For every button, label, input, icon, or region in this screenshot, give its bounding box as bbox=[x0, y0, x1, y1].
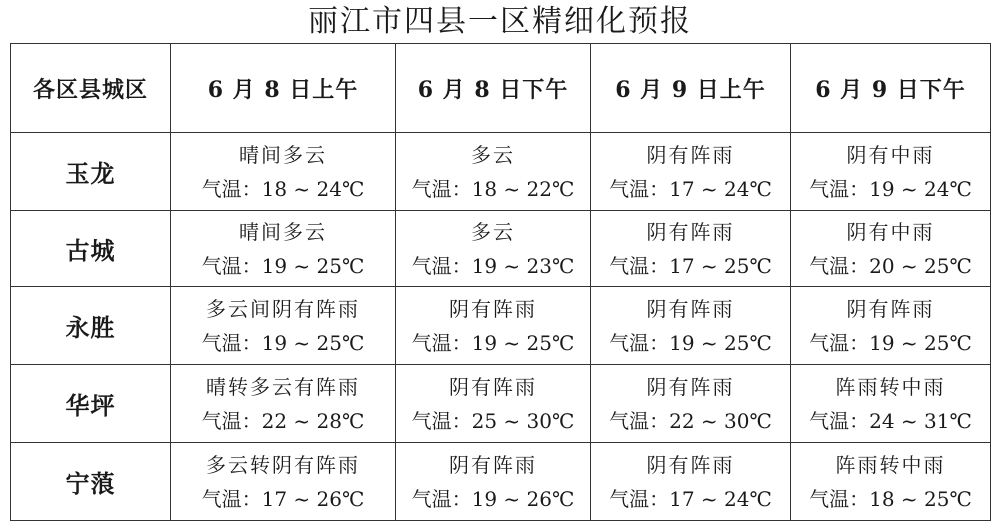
column-header-jun9-am: 6 月 9 日上午 bbox=[591, 44, 791, 133]
weather-text: 阴有中雨 bbox=[846, 219, 935, 244]
weather-text: 晴间多云 bbox=[239, 142, 327, 167]
table-row bbox=[11, 365, 991, 443]
weather-text: 阴有阵雨 bbox=[646, 452, 735, 477]
forecast-cell bbox=[171, 287, 396, 365]
temperature-text: 气温：17 ~ 26℃ bbox=[201, 486, 365, 511]
temperature-text: 气温：18 ~ 25℃ bbox=[809, 486, 972, 511]
weather-text: 阴有阵雨 bbox=[646, 142, 735, 167]
column-header-jun8-am: 6 月 8 日上午 bbox=[171, 44, 396, 133]
temperature-text: 气温：17 ~ 24℃ bbox=[609, 176, 772, 201]
column-header-jun9-pm: 6 月 9 日下午 bbox=[791, 44, 991, 133]
temperature-text: 气温：19 ~ 23℃ bbox=[411, 253, 575, 278]
temperature-text: 气温：19 ~ 25℃ bbox=[609, 330, 772, 355]
temperature-text: 气温：19 ~ 26℃ bbox=[411, 486, 575, 511]
county-name: 宁蒗 bbox=[11, 443, 171, 521]
column-header-jun8-pm: 6 月 8 日下午 bbox=[396, 44, 591, 133]
weather-text: 晴转多云有阵雨 bbox=[206, 374, 360, 399]
temperature-text: 气温：22 ~ 28℃ bbox=[201, 408, 365, 433]
forecast-cell bbox=[396, 211, 591, 287]
forecast-cell bbox=[791, 365, 991, 443]
county-name: 玉龙 bbox=[11, 133, 171, 211]
forecast-cell bbox=[591, 365, 791, 443]
temperature-text: 气温：19 ~ 25℃ bbox=[411, 330, 575, 355]
column-header-county: 各区县城区 bbox=[11, 44, 171, 133]
forecast-cell bbox=[791, 287, 991, 365]
weather-text: 阴有阵雨 bbox=[646, 219, 735, 244]
table-row bbox=[11, 287, 991, 365]
weather-text: 阵雨转中雨 bbox=[835, 374, 946, 399]
forecast-cell bbox=[591, 211, 791, 287]
forecast-cell bbox=[171, 443, 396, 521]
weather-text: 阴有阵雨 bbox=[449, 296, 537, 321]
forecast-cell bbox=[591, 443, 791, 521]
weather-text: 阴有阵雨 bbox=[449, 374, 537, 399]
table-row bbox=[11, 443, 991, 521]
forecast-cell bbox=[791, 211, 991, 287]
temperature-text: 气温：19 ~ 24℃ bbox=[809, 176, 972, 201]
weather-text: 阴有阵雨 bbox=[646, 374, 735, 399]
weather-text: 多云转阴有阵雨 bbox=[206, 452, 360, 477]
temperature-text: 气温：17 ~ 24℃ bbox=[609, 486, 772, 511]
temperature-text: 气温：19 ~ 25℃ bbox=[201, 330, 365, 355]
weather-text: 多云 bbox=[471, 219, 515, 244]
county-name: 古城 bbox=[11, 211, 171, 287]
temperature-text: 气温：24 ~ 31℃ bbox=[809, 408, 972, 433]
temperature-text: 气温：22 ~ 30℃ bbox=[609, 408, 772, 433]
weather-text: 晴间多云 bbox=[239, 219, 327, 244]
temperature-text: 气温：17 ~ 25℃ bbox=[609, 253, 772, 278]
weather-text: 阴有中雨 bbox=[846, 142, 935, 167]
table-row bbox=[11, 133, 991, 211]
forecast-cell bbox=[396, 365, 591, 443]
table-header-row bbox=[11, 44, 991, 133]
forecast-cell bbox=[171, 133, 396, 211]
forecast-cell bbox=[396, 287, 591, 365]
weather-text: 阴有阵雨 bbox=[846, 296, 935, 321]
temperature-text: 气温：19 ~ 25℃ bbox=[201, 253, 365, 278]
forecast-cell bbox=[171, 211, 396, 287]
county-name: 永胜 bbox=[11, 287, 171, 365]
weather-text: 阴有阵雨 bbox=[449, 452, 537, 477]
forecast-cell bbox=[396, 133, 591, 211]
county-name: 华坪 bbox=[11, 365, 171, 443]
forecast-cell bbox=[171, 365, 396, 443]
temperature-text: 气温：18 ~ 22℃ bbox=[411, 176, 575, 201]
weather-text: 多云 bbox=[471, 142, 515, 167]
weather-text: 多云间阴有阵雨 bbox=[206, 296, 360, 321]
temperature-text: 气温：20 ~ 25℃ bbox=[809, 253, 972, 278]
forecast-cell bbox=[591, 287, 791, 365]
temperature-text: 气温：19 ~ 25℃ bbox=[809, 330, 972, 355]
forecast-cell bbox=[591, 133, 791, 211]
forecast-table bbox=[10, 43, 991, 521]
page-title: 丽江市四县一区精细化预报 bbox=[308, 4, 692, 39]
temperature-text: 气温：25 ~ 30℃ bbox=[411, 408, 575, 433]
table-row bbox=[11, 211, 991, 287]
forecast-cell bbox=[396, 443, 591, 521]
weather-text: 阵雨转中雨 bbox=[835, 452, 946, 477]
temperature-text: 气温：18 ~ 24℃ bbox=[201, 176, 365, 201]
forecast-cell bbox=[791, 443, 991, 521]
forecast-cell bbox=[791, 133, 991, 211]
weather-text: 阴有阵雨 bbox=[646, 296, 735, 321]
